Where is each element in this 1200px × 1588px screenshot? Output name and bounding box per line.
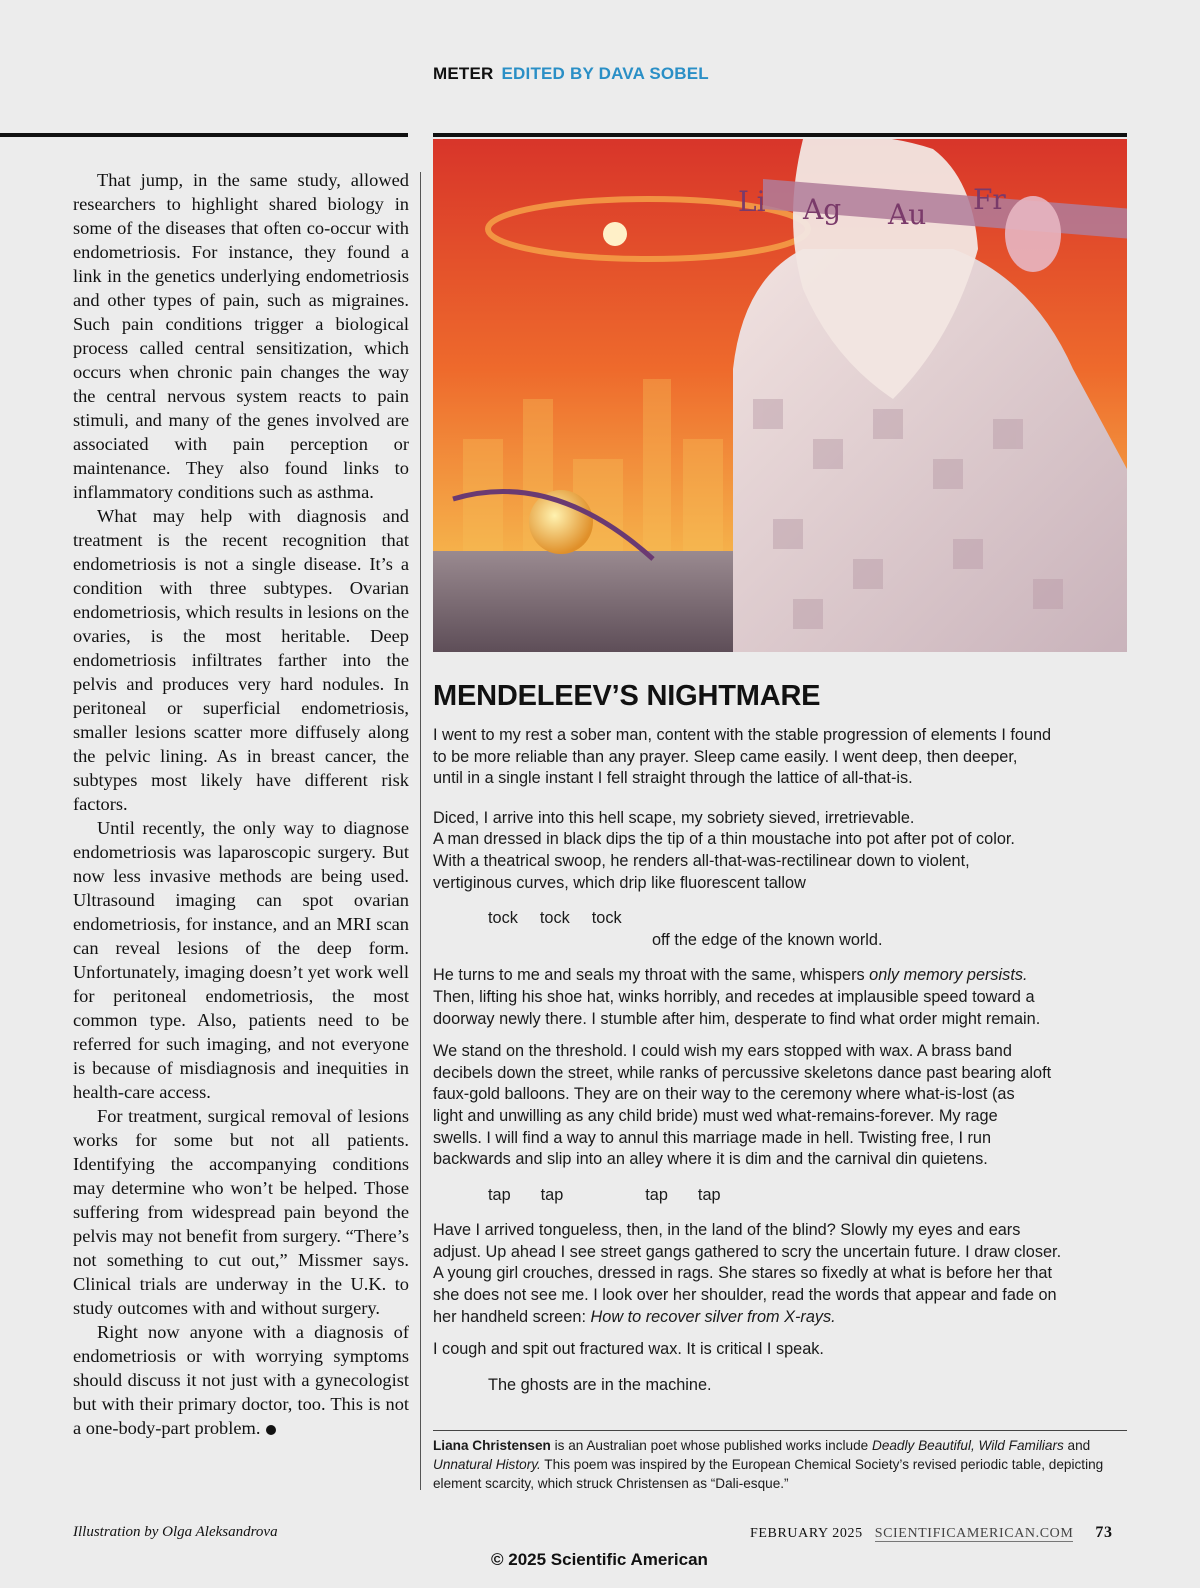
bio-work: Unnatural History. — [433, 1457, 541, 1472]
poem-line: A young girl crouches, dressed in rags. She stares so fixedly at what is before her that — [433, 1264, 1053, 1283]
poem-italic: only memory persists. — [869, 966, 1028, 985]
sound-stanza — [433, 908, 1133, 951]
poem-line: faux-gold balloons. They are on their way to the ceremony where what-is-lost (as — [433, 1085, 1015, 1104]
article-paragraph: That jump, in the same study, allowed researchers to highlight shared biology in some of the diseases that often co-occur with endometriosis. For instance, they found a link in the genetics underlying endometriosis and other types of pain, such as migraines. Such pain conditions trigger a biological process called central sensitization, which occurs when chronic pain changes the way the central nervous system reacts to pain stimuli, and many of the genes involved are associated with pain perception or maintenance. They also found links to inflammatory conditions such as asthma. — [73, 170, 409, 502]
stanza — [433, 1339, 1133, 1361]
copyright: © 2025 Scientific American — [491, 1550, 708, 1569]
poem-italic: How to recover silver from X-rays. — [590, 1307, 836, 1326]
section-name: METER — [433, 64, 494, 83]
article-column — [73, 168, 409, 1440]
article-paragraph: What may help with diagnosis and treatment is the recent recognition that endometriosis is not a single disease. It’s a condition with three subtypes. Ovarian endometriosis, which results in lesions on the ovaries, is the most heritable. Deep endometriosis infiltrates farther into the pelvis and produces very hard nodules. In peritoneal or superficial endometriosis, smaller lesions scatter more diffusely along the pelvic lining. As in breast cancer, the subtypes most likely have different risk factors. — [73, 506, 409, 814]
tap-word: tap — [488, 1185, 511, 1204]
stanza — [433, 725, 1133, 790]
poem-body — [433, 725, 1133, 1407]
bio-text: is an Australian poet whose published works include — [550, 1438, 872, 1453]
section-header — [433, 64, 709, 84]
top-rule-right — [433, 133, 1127, 137]
column-divider — [420, 172, 421, 1490]
stanza — [433, 808, 1133, 894]
bio-text: and — [1063, 1438, 1091, 1453]
issue-date: FEBRUARY 2025 — [750, 1526, 863, 1541]
poem-line: until in a single instant I fell straight through the lattice of all-that-is. — [433, 769, 913, 788]
sound-stanza — [433, 1185, 1133, 1207]
author-name: Liana Christensen — [433, 1438, 551, 1453]
poem-line: Diced, I arrive into this hell scape, my sobriety sieved, irretrievable. — [433, 808, 915, 827]
illustration-artwork — [433, 139, 1127, 652]
bio-text: This poem was inspired by the European Chemical Society’s revised periodic table, depicting element scarcity, which struck Christensen as “Dali-esque.” — [433, 1457, 1104, 1491]
poem-line: light and unwilling as any child bride) must wed what-remains-forever. My rage — [433, 1106, 998, 1125]
illustration-credit: Illustration by Olga Aleksandrova — [73, 1524, 278, 1540]
tap-line — [433, 1185, 1133, 1207]
poem-line: I cough and spit out fractured wax. It is critical I speak. — [433, 1340, 824, 1359]
element-label: Ag — [803, 193, 842, 226]
poem-line: vertiginous curves, which drip like fluorescent tallow — [433, 873, 806, 892]
stanza — [433, 1220, 1133, 1328]
site-link[interactable]: SCIENTIFICAMERICAN.COM — [874, 1526, 1074, 1541]
poem-text: He turns to me and seals my throat with the same, whispers — [433, 966, 870, 985]
poem-line: With a theatrical swoop, he renders all-that-was-rectilinear down to violent, — [433, 851, 970, 870]
element-label: Li — [738, 185, 766, 218]
bio-divider — [433, 1430, 1127, 1431]
tock-word: tock — [488, 909, 518, 928]
poem-line — [433, 1307, 1133, 1329]
top-rule-left — [0, 133, 408, 137]
poem-line: decibels down the street, while ranks of percussive skeletons dance past bearing aloft — [433, 1063, 1052, 1082]
poem-line: off the edge of the known world. — [652, 930, 883, 949]
tap-word: tap — [645, 1185, 668, 1204]
poem-line: doorway newly there. I stumble after him, desperate to find what order might remain. — [433, 1009, 1041, 1028]
article-paragraph: Until recently, the only way to diagnose endometriosis was laparoscopic surgery. But now less invasive methods are being used. Ultrasound imaging can spot ovarian endometriosis, for instance, and an MRI scan can reveal lesions of the deep form. Unfortunately, imaging doesn’t yet work well for peritoneal endometriosis, the most common type. Also, patients need to be referred for such imaging, and not everyone is because of misdiagnosis and inequities in health-care access. — [73, 818, 409, 1102]
tap-word: tap — [697, 1185, 721, 1204]
article-paragraph: For treatment, surgical removal of lesions works for some but not all patients. Identifying the accompanying conditions may determine who won’t be helped. Those suffering from widespread pain beyond the pelvis may not benefit from surgery. “There’s not something to cut out,” Missmer says. Clinical trials are underway in the U.K. to study outcomes with and without surgery. — [73, 1106, 409, 1318]
element-label: Fr — [973, 183, 1006, 216]
poem-line: Have I arrived tongueless, then, in the land of the blind? Slowly my eyes and ears — [433, 1221, 1021, 1240]
poem-line: We stand on the threshold. I could wish my ears stopped with wax. A brass band — [433, 1042, 1012, 1061]
stanza — [433, 965, 1133, 1030]
poem-line: to be more reliable than any prayer. Sleep came easily. I went deep, then deeper, — [433, 747, 1018, 766]
illustration — [433, 139, 1127, 652]
poem-line: Then, lifting his shoe hat, winks horribly, and recedes at implausible speed toward a — [433, 987, 1035, 1006]
poem-line: A man dressed in black dips the tip of a thin moustache into pot after pot of color. — [433, 830, 1015, 849]
author-bio — [433, 1436, 1133, 1493]
article-paragraph-last — [73, 1320, 409, 1440]
page-footer — [750, 1524, 1113, 1542]
tock-word: tock — [591, 909, 622, 928]
tock-line — [433, 908, 1133, 930]
poem-line: swells. I will find a way to annul this marriage made in hell. Twisting free, I run — [433, 1128, 992, 1147]
tap-word: tap — [540, 1185, 564, 1204]
poem-line: The ghosts are in the machine. — [488, 1375, 712, 1394]
poem-line: backwards and slip into an alley where it is dim and the carnival din quietens. — [433, 1150, 988, 1169]
article-paragraph: Right now anyone with a diagnosis of endometriosis or with worrying symptoms should discuss it not just with a gynecologist but with their primary doctor, too. This is not a one-body-part problem. — [73, 1322, 409, 1438]
page-number: 73 — [1095, 1524, 1113, 1541]
element-label: Au — [888, 198, 927, 231]
poem-text: her handheld screen: — [433, 1307, 591, 1326]
stanza — [433, 1041, 1133, 1171]
editor-credit: EDITED BY DAVA SOBEL — [501, 64, 709, 83]
poem-line — [433, 965, 1133, 987]
tock-word: tock — [539, 909, 570, 928]
poem-line: she does not see me. I look over her shoulder, read the words that appear and fade on — [433, 1286, 1057, 1305]
poem-title: MENDELEEV’S NIGHTMARE — [433, 680, 821, 712]
poem-line: I went to my rest a sober man, content with the stable progression of elements I found — [433, 726, 1052, 744]
end-mark-icon — [266, 1425, 276, 1435]
poem-line: adjust. Up ahead I see street gangs gathered to scry the uncertain future. I draw closer. — [433, 1242, 1062, 1261]
bio-work: Deadly Beautiful, Wild Familiars — [872, 1438, 1064, 1453]
stanza — [433, 1375, 1133, 1397]
